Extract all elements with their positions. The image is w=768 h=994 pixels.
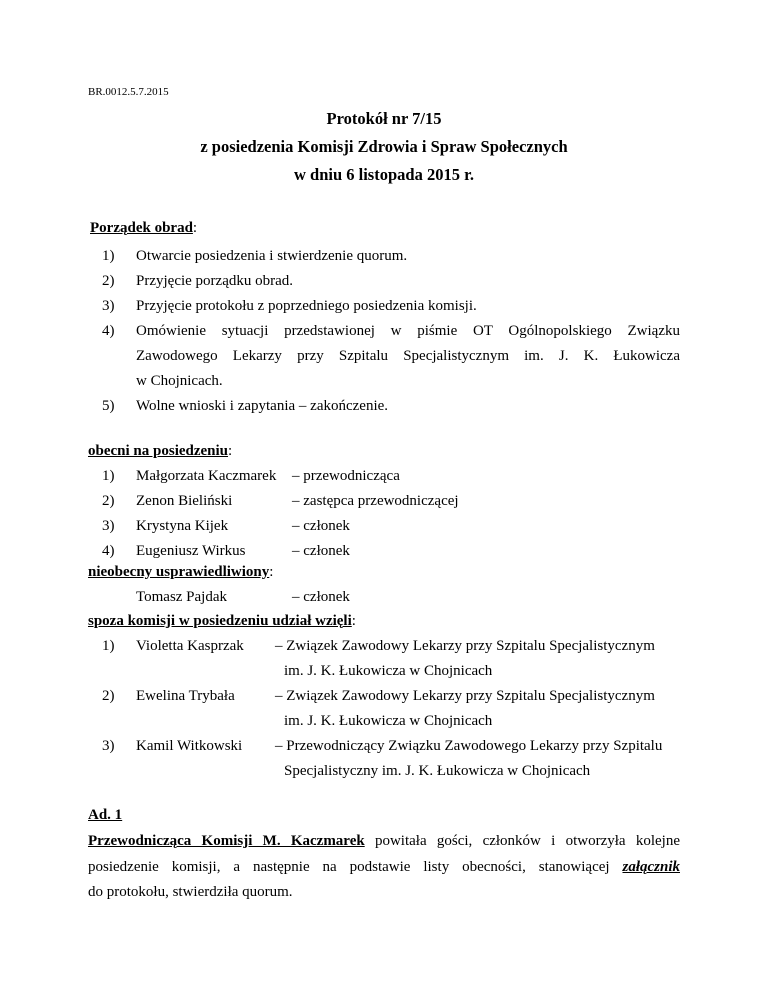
ad1-paragraph-line bbox=[88, 883, 680, 902]
guest-name: Violetta Kasprzak bbox=[136, 638, 244, 654]
guest-affiliation: – Związek Zawodowy Lekarzy przy Szpitalu Specjalistycznym bbox=[275, 638, 655, 654]
present-heading-line bbox=[88, 442, 232, 461]
ad1-text: do protokołu, stwierdziła quorum. bbox=[88, 884, 293, 900]
member-number: 1) bbox=[102, 468, 115, 484]
member-role: – przewodnicząca bbox=[292, 468, 400, 484]
agenda-item-number: 4) bbox=[102, 323, 115, 339]
guest-number: 3) bbox=[102, 738, 115, 754]
guest-name: Kamil Witkowski bbox=[136, 738, 243, 754]
absent-heading: nieobecny usprawiedliwiony bbox=[88, 564, 270, 580]
agenda-item-text: Przyjęcie protokołu z poprzedniego posiedzenia komisji. bbox=[136, 298, 477, 314]
member-name: Zenon Bieliński bbox=[136, 493, 233, 509]
agenda-item-text: w Chojnicach. bbox=[136, 373, 223, 389]
agenda-item-number: 5) bbox=[102, 398, 115, 414]
member-role: – członek bbox=[292, 518, 350, 534]
agenda-item-text: Zawodowego Lekarzy przy Szpitalu Specjalistycznym im. J. K. Łukowicza bbox=[136, 348, 680, 364]
external-heading: spoza komisji w posiedzeniu udział wzięli bbox=[88, 613, 352, 629]
member-role: – członek bbox=[292, 543, 350, 559]
ad1-text: powitała gości, członków i otworzyła kolejne bbox=[364, 833, 680, 849]
guest-affiliation: – Związek Zawodowy Lekarzy przy Szpitalu Specjalistycznym bbox=[275, 688, 655, 704]
member-role: – członek bbox=[292, 589, 350, 605]
guest-name: Ewelina Trybała bbox=[136, 688, 235, 704]
guest-affiliation: im. J. K. Łukowicza w Chojnicach bbox=[284, 663, 493, 679]
agenda-item-text: Omówienie sytuacji przedstawionej w piśmie OT Ogólnopolskiego Związku bbox=[136, 323, 680, 339]
agenda-item-number: 1) bbox=[102, 248, 115, 264]
agenda-item-text: Otwarcie posiedzenia i stwierdzenie quorum. bbox=[136, 248, 408, 264]
agenda-item-number: 3) bbox=[102, 298, 115, 314]
absent-heading-line bbox=[88, 563, 273, 582]
external-heading-line bbox=[88, 612, 356, 631]
guest-affiliation: – Przewodniczący Związku Zawodowego Lekarzy przy Szpitalu bbox=[275, 738, 663, 754]
document-subtitle: z posiedzenia Komisji Zdrowia i Spraw Społecznych bbox=[200, 137, 568, 156]
ad1-text: posiedzenie komisji, a następnie na podstawie listy obecności, stanowiącej bbox=[88, 859, 623, 875]
member-role: – zastępca przewodniczącej bbox=[292, 493, 459, 509]
attachment-reference: załącznik bbox=[622, 859, 680, 875]
agenda-item-number: 2) bbox=[102, 273, 115, 289]
agenda-item-text: Przyjęcie porządku obrad. bbox=[136, 273, 294, 289]
member-name: Eugeniusz Wirkus bbox=[136, 543, 246, 559]
present-heading: obecni na posiedzeniu bbox=[88, 443, 229, 459]
member-name: Krystyna Kijek bbox=[136, 518, 229, 534]
guest-number: 1) bbox=[102, 638, 115, 654]
document-reference: BR.0012.5.7.2015 bbox=[88, 86, 169, 98]
member-name: Tomasz Pajdak bbox=[136, 589, 228, 605]
document-title: Protokół nr 7/15 bbox=[326, 109, 442, 128]
external-heading-colon: : bbox=[351, 613, 356, 629]
meeting-date: w dniu 6 listopada 2015 r. bbox=[293, 165, 475, 184]
member-number: 2) bbox=[102, 493, 115, 509]
guest-number: 2) bbox=[102, 688, 115, 704]
member-name: Małgorzata Kaczmarek bbox=[136, 468, 277, 484]
ad1-paragraph-line bbox=[88, 832, 680, 851]
agenda-heading-line bbox=[90, 219, 197, 238]
agenda-item-text: Wolne wnioski i zapytania – zakończenie. bbox=[136, 398, 389, 414]
guest-affiliation: Specjalistyczny im. J. K. Łukowicza w Chojnicach bbox=[284, 763, 591, 779]
member-number: 4) bbox=[102, 543, 115, 559]
guest-affiliation: im. J. K. Łukowicza w Chojnicach bbox=[284, 713, 493, 729]
section-heading-ad1: Ad. 1 bbox=[88, 807, 123, 823]
ad1-speaker: Przewodnicząca Komisji M. Kaczmarek bbox=[88, 833, 365, 849]
member-number: 3) bbox=[102, 518, 115, 534]
absent-heading-colon: : bbox=[269, 564, 274, 580]
agenda-heading: Porządek obrad bbox=[90, 220, 193, 236]
agenda-heading-colon: : bbox=[192, 220, 198, 236]
present-heading-colon: : bbox=[228, 443, 233, 459]
ad1-paragraph-line bbox=[88, 858, 680, 877]
